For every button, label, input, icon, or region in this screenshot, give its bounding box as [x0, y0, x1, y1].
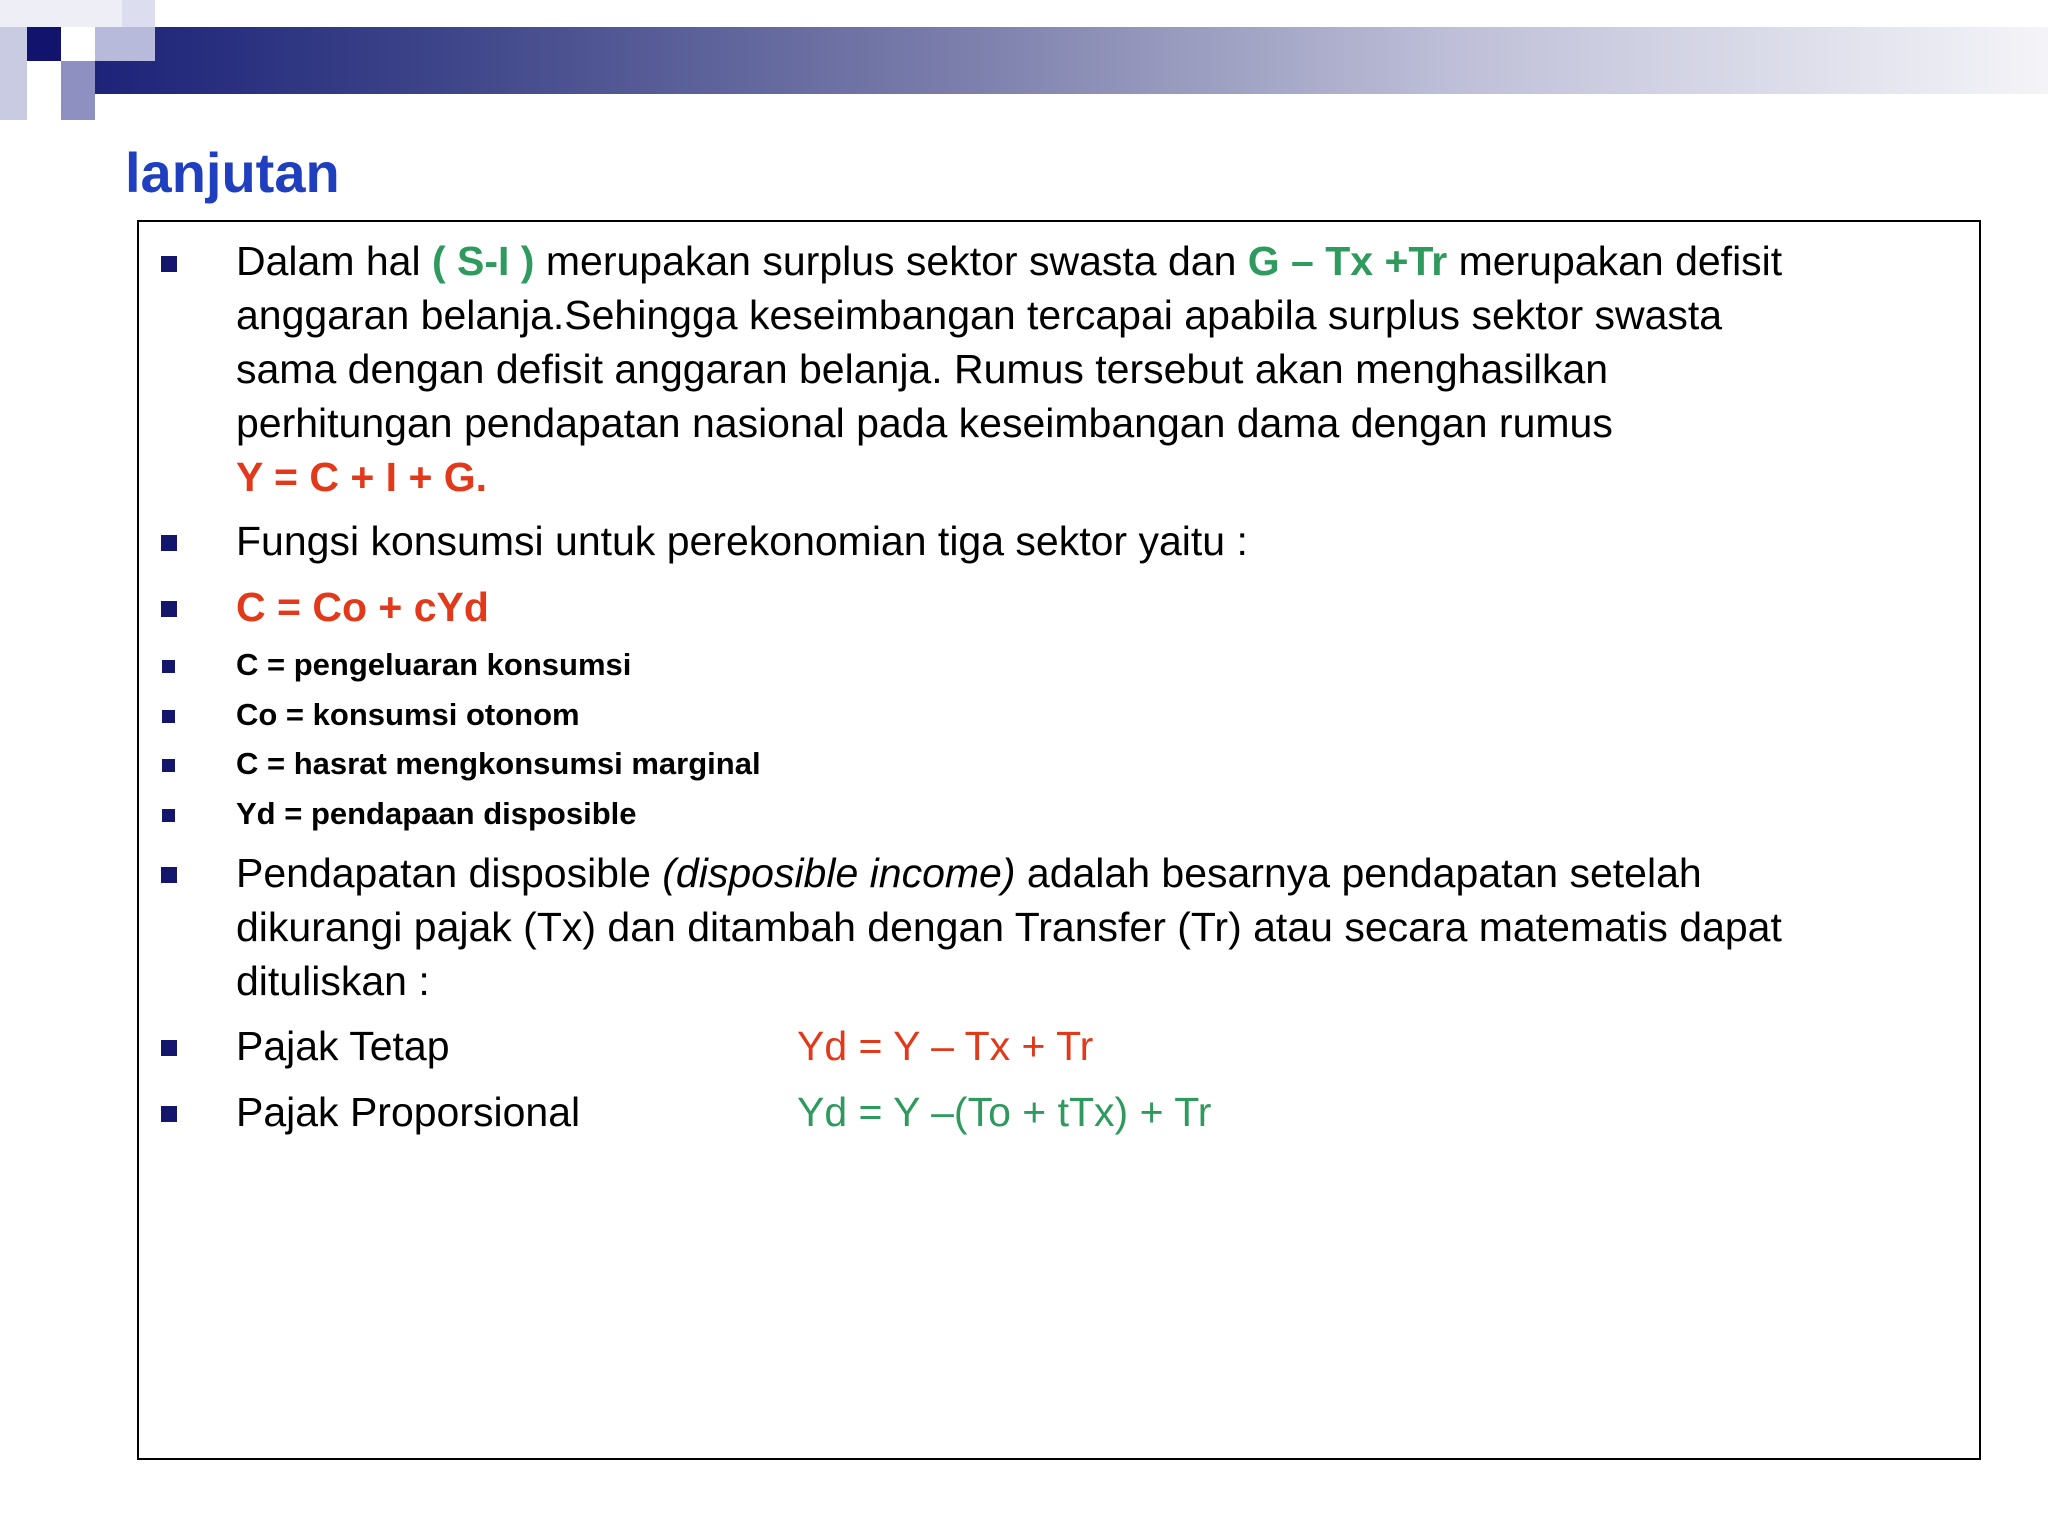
text: merupakan defisit: [1447, 238, 1783, 284]
header-decor-square: [122, 0, 155, 27]
definition-item: C = hasrat mengkonsumsi marginal: [236, 746, 761, 781]
bullet-icon: [162, 809, 175, 822]
definition-item: Co = konsumsi otonom: [236, 697, 580, 732]
header-decor-square: [61, 61, 95, 120]
text: Dalam hal: [236, 238, 432, 284]
paragraph-2: Fungsi konsumsi untuk perekonomian tiga sektor yaitu :: [236, 518, 1248, 564]
bullet-icon: [161, 256, 177, 272]
text: merupakan surplus sektor swasta dan: [534, 238, 1248, 284]
italic-text: (disposible income): [662, 850, 1016, 896]
bullet-icon: [162, 759, 175, 772]
tax-formula-fixed: Yd = Y – Tx + Tr: [797, 1023, 1094, 1069]
bullet-icon: [161, 601, 177, 617]
bullet-icon: [162, 660, 175, 673]
tax-formula-proportional: Yd = Y –(To + tTx) + Tr: [797, 1089, 1212, 1135]
consumption-formula: C = Co + cYd: [236, 584, 489, 630]
paragraph-4-line-3: dituliskan :: [236, 958, 430, 1004]
paragraph-1-line-4: perhitungan pendapatan nasional pada keseimbangan dama dengan rumus: [236, 400, 1613, 446]
bullet-icon: [161, 1106, 177, 1122]
header-decor-square: [27, 27, 61, 61]
bullet-icon: [161, 1040, 177, 1056]
header-decor-square: [95, 27, 155, 61]
formula-y-equals: Y = C + I + G.: [236, 454, 488, 500]
definition-item: C = pengeluaran konsumsi: [236, 647, 632, 682]
tax-label-proportional: Pajak Proporsional: [236, 1089, 581, 1135]
paragraph-4-line-2: dikurangi pajak (Tx) dan ditambah dengan Transfer (Tr) atau secara matematis dapat: [236, 904, 1782, 950]
paragraph-1-line-2: anggaran belanja.Sehingga keseimbangan tercapai apabila surplus sektor swasta: [236, 292, 1723, 338]
text: Pendapatan disposible: [236, 850, 663, 896]
header-gradient-bar: [95, 27, 2048, 94]
slide-title: lanjutan: [125, 141, 340, 204]
highlight-s-i: ( S-I ): [431, 238, 535, 284]
paragraph-1-line-1: [236, 234, 1782, 288]
bullet-icon: [161, 535, 177, 551]
definition-item: Yd = pendapaan disposible: [236, 796, 637, 831]
bullet-icon: [161, 867, 177, 883]
highlight-g-tx-tr: G – Tx +Tr: [1247, 238, 1448, 284]
bullet-icon: [162, 710, 175, 723]
text: adalah besarnya pendapatan setelah: [1015, 850, 1702, 896]
paragraph-1-line-3: sama dengan defisit anggaran belanja. Rumus tersebut akan menghasilkan: [236, 346, 1609, 392]
tax-label-fixed: Pajak Tetap: [236, 1023, 450, 1069]
paragraph-4-line-1: [236, 846, 1702, 900]
